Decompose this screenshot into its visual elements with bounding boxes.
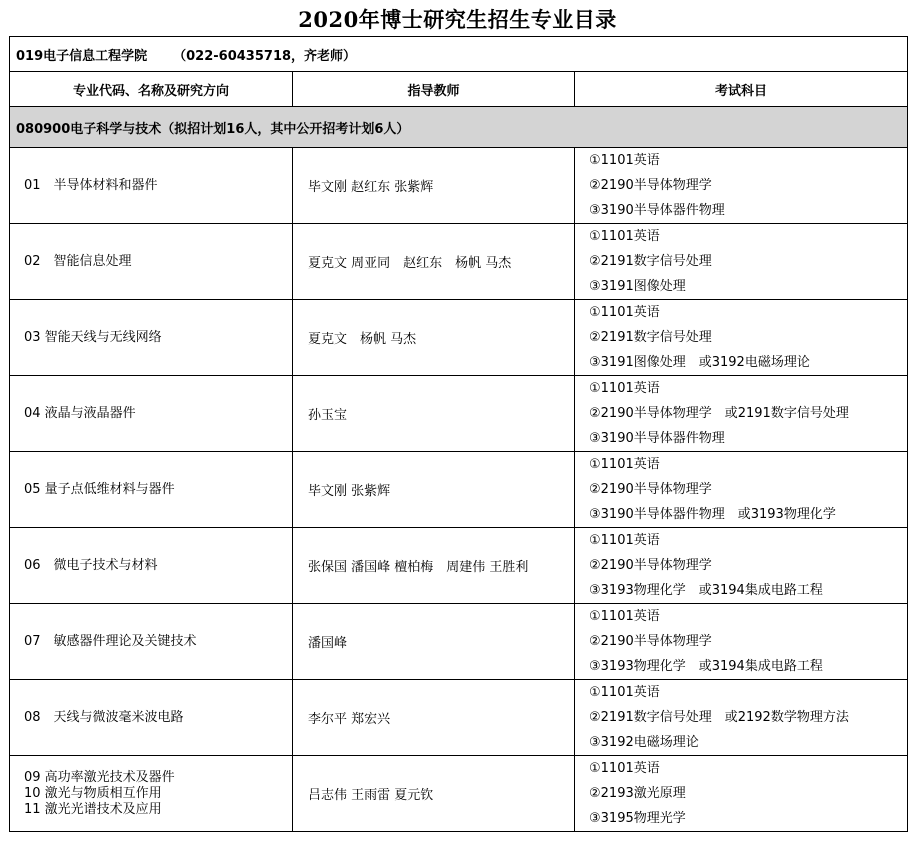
exam-subject: ①1101英语: [589, 685, 660, 700]
exam-subject: ②2190半导体物理学 或2191数字信号处理: [589, 406, 849, 421]
exam-subject: ③3190半导体器件物理 或3193物理化学: [589, 507, 836, 522]
teachers-cell: 孙玉宝: [293, 376, 575, 452]
exams-cell: [575, 604, 908, 680]
exams-cell: [575, 376, 908, 452]
direction-row: [10, 528, 908, 604]
exam-subject: ①1101英语: [589, 305, 660, 320]
exam-subject: ③3190半导体器件物理: [589, 431, 725, 446]
direction-name: 01 半导体材料和器件: [24, 177, 158, 193]
teachers-cell: 毕文刚 赵红东 张紫辉: [293, 148, 575, 224]
exam-subject: ③3191图像处理: [589, 279, 686, 294]
exams-cell: [575, 680, 908, 756]
direction-name: 09 高功率激光技术及器件: [24, 769, 175, 785]
exam-subject: ②2191数字信号处理: [589, 254, 712, 269]
exams-cell: [575, 528, 908, 604]
header-teachers: 指导教师: [293, 72, 575, 107]
teachers-cell: 张保国 潘国峰 檀柏梅 周建伟 王胜利: [293, 528, 575, 604]
exam-subject: ②2193激光原理: [589, 786, 686, 801]
exams-cell: [575, 224, 908, 300]
direction-name: 02 智能信息处理: [24, 253, 132, 269]
direction-cell: [10, 224, 293, 300]
direction-row: [10, 452, 908, 528]
major-row: [10, 107, 908, 148]
direction-row: [10, 680, 908, 756]
college-name: 019电子信息工程学院: [16, 48, 148, 64]
exam-subject: ②2191数字信号处理 或2192数学物理方法: [589, 710, 849, 725]
direction-name: 05 量子点低维材料与器件: [24, 481, 175, 497]
exam-subject: ①1101英语: [589, 761, 660, 776]
exam-subject: ①1101英语: [589, 381, 660, 396]
exam-subject: ③3195物理光学: [589, 811, 686, 826]
direction-row: [10, 604, 908, 680]
direction-row: [10, 756, 908, 832]
exam-subject: ③3192电磁场理论: [589, 735, 699, 750]
direction-cell: [10, 376, 293, 452]
page-title: 2020年博士研究生招生专业目录: [298, 7, 617, 32]
teachers-cell: 吕志伟 王雨雷 夏元钦: [293, 756, 575, 832]
direction-name: 06 微电子技术与材料: [24, 557, 158, 573]
college-row: [10, 37, 908, 72]
direction-cell: [10, 148, 293, 224]
direction-name: 07 敏感器件理论及关键技术: [24, 633, 197, 649]
exams-cell: [575, 756, 908, 832]
teachers-cell: 李尔平 郑宏兴: [293, 680, 575, 756]
direction-row: [10, 300, 908, 376]
exam-subject: ①1101英语: [589, 153, 660, 168]
teachers-cell: 毕文刚 张紫辉: [293, 452, 575, 528]
direction-cell: [10, 604, 293, 680]
exam-subject: ②2190半导体物理学: [589, 482, 712, 497]
exam-subject: ②2190半导体物理学: [589, 634, 712, 649]
exam-subject: ③3191图像处理 或3192电磁场理论: [589, 355, 810, 370]
college-cell: [10, 37, 908, 72]
exam-subject: ③3193物理化学 或3194集成电路工程: [589, 583, 823, 598]
direction-name: 11 激光光谱技术及应用: [24, 801, 162, 817]
teachers-cell: 潘国峰: [293, 604, 575, 680]
direction-cell: [10, 680, 293, 756]
direction-name: 04 液晶与液晶器件: [24, 405, 136, 421]
direction-cell: [10, 300, 293, 376]
exam-subject: ②2190半导体物理学: [589, 178, 712, 193]
exams-cell: [575, 300, 908, 376]
teachers-cell: 夏克文 周亚同 赵红东 杨帆 马杰: [293, 224, 575, 300]
direction-name: 03 智能天线与无线网络: [24, 329, 162, 345]
exam-subject: ③3193物理化学 或3194集成电路工程: [589, 659, 823, 674]
exam-subject: ①1101英语: [589, 609, 660, 624]
exams-cell: [575, 452, 908, 528]
direction-cell: [10, 528, 293, 604]
header-direction: 专业代码、名称及研究方向: [10, 72, 293, 107]
exam-subject: ①1101英语: [589, 457, 660, 472]
teachers-cell: 夏克文 杨帆 马杰: [293, 300, 575, 376]
exams-cell: [575, 148, 908, 224]
header-row: [10, 72, 908, 107]
direction-row: [10, 224, 908, 300]
direction-name: 08 天线与微波毫米波电路: [24, 709, 184, 725]
exam-subject: ②2190半导体物理学: [589, 558, 712, 573]
exam-subject: ①1101英语: [589, 533, 660, 548]
college-contact: （022-60435718，齐老师）: [173, 48, 357, 64]
direction-name: 10 激光与物质相互作用: [24, 785, 162, 801]
catalog-table: [9, 36, 908, 832]
exam-subject: ③3190半导体器件物理: [589, 203, 725, 218]
exam-subject: ②2191数字信号处理: [589, 330, 712, 345]
direction-cell: [10, 756, 293, 832]
direction-cell: [10, 452, 293, 528]
header-exams: 考试科目: [575, 72, 908, 107]
direction-row: [10, 148, 908, 224]
direction-row: [10, 376, 908, 452]
major-title: 080900电子科学与技术（拟招计划16人，其中公开招考计划6人）: [10, 107, 908, 148]
exam-subject: ①1101英语: [589, 229, 660, 244]
